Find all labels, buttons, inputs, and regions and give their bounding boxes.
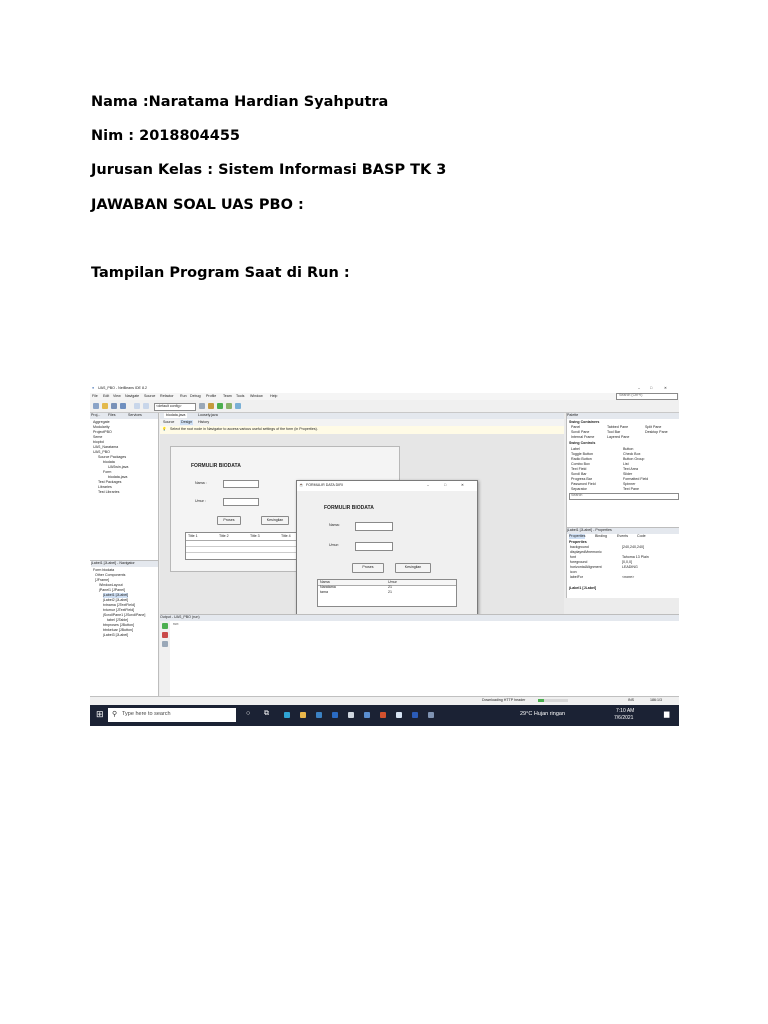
store-icon[interactable] xyxy=(316,712,322,718)
palette-section[interactable]: Swing Containers xyxy=(569,420,600,424)
run-heading: FORMULIR BIODATA xyxy=(324,505,374,511)
tab-design[interactable]: Design xyxy=(181,420,193,424)
run-col-umur: Umur xyxy=(388,580,397,584)
navigator-item[interactable]: jScrollPane1 [JScrollPane] xyxy=(103,613,146,617)
run-window-title: FORMULIR DATA DIRI xyxy=(306,483,343,487)
menu-debug[interactable]: Debug xyxy=(190,394,201,398)
tree-item[interactable]: Form xyxy=(103,470,112,474)
ide-menu-bar xyxy=(90,393,679,400)
config-value: <default config> xyxy=(156,404,182,408)
run-table-header xyxy=(318,580,456,586)
menu-run[interactable]: Run xyxy=(180,394,187,398)
taskbar-search-input[interactable] xyxy=(108,708,236,722)
tree-item[interactable]: biodata.java xyxy=(108,475,128,479)
tab-files[interactable]: Files xyxy=(108,413,116,417)
props-value[interactable]: [0,0,0] xyxy=(622,560,632,564)
status-position: 186:1/3 xyxy=(650,698,662,702)
navigator-item[interactable]: btnproses [JButton] xyxy=(103,623,134,627)
design-field-umur[interactable] xyxy=(223,498,259,506)
palette-item[interactable]: Panel xyxy=(571,425,581,429)
run-close-icon[interactable]: ✕ xyxy=(461,483,465,487)
status-progress-fill xyxy=(538,699,544,702)
taskbar xyxy=(90,705,679,726)
navigator-title: jLabel1 [JLabel] - Navigator xyxy=(91,561,158,567)
status-text: Downloading HTTP header xyxy=(482,698,526,702)
menu-help[interactable]: Help xyxy=(270,394,278,398)
tree-item[interactable]: Test Packages xyxy=(98,480,122,484)
palette-search-input[interactable] xyxy=(569,493,679,500)
tree-item[interactable]: Aggregate xyxy=(93,420,110,424)
photos-icon[interactable] xyxy=(364,712,370,718)
tab-source[interactable]: Source xyxy=(163,420,175,424)
clear-output-icon[interactable] xyxy=(162,641,168,647)
status-progress xyxy=(538,699,568,702)
palette-item[interactable]: Tabbed Pane xyxy=(607,425,629,429)
tree-item[interactable]: Source Packages xyxy=(98,455,127,459)
props-tab-properties[interactable]: Properties xyxy=(569,534,586,538)
design-col: Title 1 xyxy=(188,534,198,538)
props-key: font xyxy=(570,555,576,559)
projects-tabs xyxy=(90,413,158,419)
props-key: background xyxy=(570,545,589,549)
mail-icon[interactable] xyxy=(332,712,338,718)
hint-text: Select the root node in Navigator to access various useful settings of the form (in Properties). xyxy=(170,427,318,431)
nim-line: Nim : 2018804455 xyxy=(91,128,241,144)
run-icon[interactable] xyxy=(217,403,223,409)
close-icon[interactable]: ✕ xyxy=(664,386,668,390)
design-col: Title 4 xyxy=(281,534,291,538)
ide-toolbar xyxy=(90,400,679,413)
navigator-item[interactable]: jLabel2 [JLabel] xyxy=(103,598,129,602)
word-icon[interactable] xyxy=(412,712,418,718)
props-key: labelFor xyxy=(570,575,583,579)
output-panel xyxy=(160,614,679,697)
tree-item[interactable]: Modularity xyxy=(93,425,110,429)
design-col: Title 3 xyxy=(250,534,260,538)
run-window xyxy=(296,480,478,616)
java-icon: ☕ xyxy=(299,483,304,487)
run-table[interactable] xyxy=(317,579,457,607)
maximize-icon[interactable]: □ xyxy=(650,386,653,390)
run-cell: Naratama xyxy=(320,585,336,589)
palette-item[interactable]: Split Pane xyxy=(645,425,662,429)
props-value[interactable]: Tahoma 13 Plain xyxy=(622,555,649,559)
props-tab-binding[interactable]: Binding xyxy=(595,534,607,538)
ide-status-bar xyxy=(90,696,679,705)
build-icon[interactable] xyxy=(199,403,205,409)
stop-icon[interactable] xyxy=(162,632,168,638)
run-field-umur[interactable] xyxy=(355,542,393,551)
palette-item[interactable]: Password Field xyxy=(571,482,596,486)
navigator-item[interactable]: [JFrame] xyxy=(95,578,110,582)
menu-refactor[interactable]: Refactor xyxy=(160,394,174,398)
tab-history[interactable]: History xyxy=(198,420,210,424)
design-label-umur: Umur : xyxy=(195,499,206,503)
tree-item[interactable]: biodata xyxy=(103,460,115,464)
palette-item[interactable]: Separator xyxy=(571,487,587,491)
task-view-icon[interactable]: ⧉ xyxy=(264,710,269,717)
palette-search-placeholder: Search xyxy=(571,493,583,497)
jawaban-line: JAWABAN SOAL UAS PBO : xyxy=(91,197,304,213)
navigator-item[interactable]: txtumur [JTextField] xyxy=(103,608,135,612)
palette-item[interactable]: Desktop Pane xyxy=(645,430,668,434)
palette-item[interactable]: Spinner xyxy=(623,482,636,486)
run-cell: 21 xyxy=(388,590,392,594)
tree-item[interactable]: Test Libraries xyxy=(98,490,120,494)
props-key: icon xyxy=(570,570,577,574)
navigator-item[interactable]: Other Components xyxy=(95,573,126,577)
office-icon[interactable] xyxy=(380,712,386,718)
design-col: Title 2 xyxy=(219,534,229,538)
ide-title-bar xyxy=(90,386,679,393)
weather-text[interactable]: 29°C Hujan ringan xyxy=(520,711,566,717)
navigator-item[interactable]: btnkeluar [JButton] xyxy=(103,628,133,632)
minimize-icon[interactable]: – xyxy=(638,386,640,390)
navigator-item[interactable]: jLabel3 [JLabel] xyxy=(103,633,129,637)
undo-icon[interactable] xyxy=(134,403,140,409)
props-value[interactable]: [240,240,240] xyxy=(622,545,644,549)
design-table-divider xyxy=(186,546,302,547)
ide-title: UAS_PBO - NetBeans IDE 8.2 xyxy=(98,386,147,390)
properties-panel xyxy=(566,527,679,598)
menu-profile[interactable]: Profile xyxy=(206,394,217,398)
tree-item[interactable]: UAS_Naratama xyxy=(93,445,119,449)
run-col-nama: Nama xyxy=(320,580,330,584)
tree-item[interactable]: ProjectPBO xyxy=(93,430,112,434)
palette-item[interactable]: Combo Box xyxy=(571,462,590,466)
props-footer: jLabel1 [JLabel] xyxy=(569,586,597,590)
clock-date[interactable]: 7/6/2021 xyxy=(614,715,634,721)
palette-item[interactable]: Slider xyxy=(623,472,633,476)
projects-panel xyxy=(90,413,159,565)
props-key: displayedMnemonic xyxy=(570,550,602,554)
design-table[interactable] xyxy=(185,532,303,560)
navigator-panel xyxy=(90,560,159,696)
palette-title: Palette xyxy=(567,413,679,419)
java-app-icon[interactable] xyxy=(428,712,434,718)
output-tab[interactable]: Output - UAS_PBO (run) xyxy=(160,615,679,621)
nama-line: Nama :Naratama Hardian Syahputra xyxy=(91,94,389,110)
navigator-item[interactable]: Form biodata xyxy=(93,568,115,572)
debug-icon[interactable] xyxy=(226,403,232,409)
run-label-nama: Nama: xyxy=(329,523,340,527)
status-mode: INS xyxy=(628,698,634,702)
props-tab-events[interactable]: Events xyxy=(617,534,628,538)
props-section: Properties xyxy=(569,540,587,544)
palette-panel xyxy=(566,413,679,537)
tree-item[interactable]: Libraries xyxy=(98,485,112,489)
tab-projects[interactable]: Proj... xyxy=(91,413,101,417)
taskbar-search-placeholder: Type here to search xyxy=(122,711,171,717)
clock-time[interactable]: 7:10 AM xyxy=(616,708,635,714)
search-icon: ⚲ xyxy=(112,711,118,718)
run-label-umur: Umur: xyxy=(329,543,339,547)
palette-item[interactable]: Progress Bar xyxy=(571,477,592,481)
tampilan-line: Tampilan Program Saat di Run : xyxy=(91,265,350,281)
netbeans-icon: ● xyxy=(92,386,95,390)
design-form-title: FORMULIR BIODATA xyxy=(191,463,241,469)
windows-start-icon[interactable]: ⊞ xyxy=(96,709,104,719)
navigator-item-selected[interactable]: jLabel1 [JLabel] xyxy=(103,593,129,597)
run-proses-button[interactable]: Proses xyxy=(352,563,384,573)
new-project-icon[interactable] xyxy=(93,403,99,409)
profile-icon[interactable] xyxy=(235,403,241,409)
menu-tools[interactable]: Tools xyxy=(236,394,245,398)
palette-item[interactable]: Text Field xyxy=(571,467,587,471)
rerun-icon[interactable] xyxy=(162,623,168,629)
navigator-item[interactable]: txtnama [JTextField] xyxy=(103,603,135,607)
menu-navigate[interactable]: Navigate xyxy=(125,394,140,398)
palette-item[interactable]: Tool Bar xyxy=(607,430,621,434)
save-all-icon[interactable] xyxy=(120,403,126,409)
menu-edit[interactable]: Edit xyxy=(103,394,110,398)
notification-icon[interactable]: ▆ xyxy=(664,711,670,718)
design-table-divider xyxy=(186,552,302,553)
netbeans-taskbar-icon[interactable] xyxy=(396,712,402,718)
new-file-icon[interactable] xyxy=(102,403,108,409)
clean-build-icon[interactable] xyxy=(208,403,214,409)
lightbulb-icon: 💡 xyxy=(162,427,167,431)
palette-item[interactable]: Button xyxy=(623,447,634,451)
design-field-nama[interactable] xyxy=(223,480,259,488)
config-select[interactable] xyxy=(154,403,196,411)
palette-item[interactable]: Radio Button xyxy=(571,457,592,461)
design-label-nama: Nama : xyxy=(195,481,207,485)
run-field-nama[interactable] xyxy=(355,522,393,531)
menu-team[interactable]: Team xyxy=(223,394,232,398)
file-explorer-icon[interactable] xyxy=(300,712,306,718)
run-keluar-button[interactable]: Kesingilan xyxy=(395,563,431,573)
menu-file[interactable]: File xyxy=(92,394,98,398)
jurusan-line: Jurusan Kelas : Sistem Informasi BASP TK 3 xyxy=(91,162,447,178)
palette-item[interactable]: Text Area xyxy=(623,467,638,471)
run-window-titlebar xyxy=(297,481,477,491)
menu-source[interactable]: Source xyxy=(144,394,156,398)
palette-item[interactable]: Internal Frame xyxy=(571,435,595,439)
output-sidebar xyxy=(160,621,170,697)
palette-item[interactable]: Layered Pane xyxy=(607,435,630,439)
palette-item[interactable]: Toggle Button xyxy=(571,452,593,456)
edge-icon[interactable] xyxy=(284,712,290,718)
output-text: run: xyxy=(173,622,180,626)
file-tab-loosely[interactable]: Loosely.java xyxy=(198,413,218,417)
props-key: horizontalAlignment xyxy=(570,565,602,569)
run-cell: 21 xyxy=(388,585,392,589)
menu-window[interactable]: Window xyxy=(250,394,263,398)
palette-item[interactable]: Formatted Field xyxy=(623,477,649,481)
cortana-icon[interactable]: ○ xyxy=(246,710,251,717)
tree-item[interactable]: UASwin.java xyxy=(108,465,129,469)
design-table-divider xyxy=(186,540,302,541)
ide-search-placeholder: Search (Ctrl+I) xyxy=(619,393,643,397)
run-minimize-icon[interactable]: – xyxy=(427,483,429,487)
redo-icon[interactable] xyxy=(143,403,149,409)
navigator-item[interactable]: jPanel1 [JPanel] xyxy=(99,588,125,592)
palette-section[interactable]: Swing Controls xyxy=(569,441,596,445)
props-value[interactable]: <none> xyxy=(622,575,635,579)
tree-item[interactable]: Seme xyxy=(93,435,103,439)
palette-item[interactable]: Label xyxy=(571,447,580,451)
palette-item[interactable]: Button Group xyxy=(623,457,645,461)
tree-item[interactable]: biopbd xyxy=(93,440,104,444)
xbox-icon[interactable] xyxy=(348,712,354,718)
file-tab-biodata[interactable]: biodata.java xyxy=(166,413,186,417)
run-maximize-icon[interactable]: □ xyxy=(444,483,447,487)
palette-item[interactable]: List xyxy=(623,462,629,466)
navigator-item[interactable]: tabel [JTable] xyxy=(107,618,129,622)
menu-view[interactable]: View xyxy=(113,394,121,398)
tree-item[interactable]: UAS_PBO xyxy=(93,450,110,454)
run-cell: tama xyxy=(320,590,328,594)
tab-services[interactable]: Services xyxy=(128,413,142,417)
props-value[interactable]: LEADING xyxy=(622,565,638,569)
navigator-item[interactable]: WindowLayout xyxy=(99,583,123,587)
props-key: foreground xyxy=(570,560,588,564)
palette-item[interactable]: Text Pane xyxy=(623,487,639,491)
ide-screenshot xyxy=(90,386,679,726)
palette-item[interactable]: Check Box xyxy=(623,452,641,456)
palette-item[interactable]: Scroll Pane xyxy=(571,430,590,434)
ide-search-input[interactable] xyxy=(616,393,678,400)
properties-title: jLabel1 [JLabel] - Properties xyxy=(567,528,679,534)
design-proses-button[interactable]: Proses xyxy=(217,516,241,525)
open-project-icon[interactable] xyxy=(111,403,117,409)
palette-item[interactable]: Scroll Bar xyxy=(571,472,587,476)
design-keluar-button[interactable]: Kesingilan xyxy=(261,516,289,525)
props-tab-code[interactable]: Code xyxy=(637,534,646,538)
